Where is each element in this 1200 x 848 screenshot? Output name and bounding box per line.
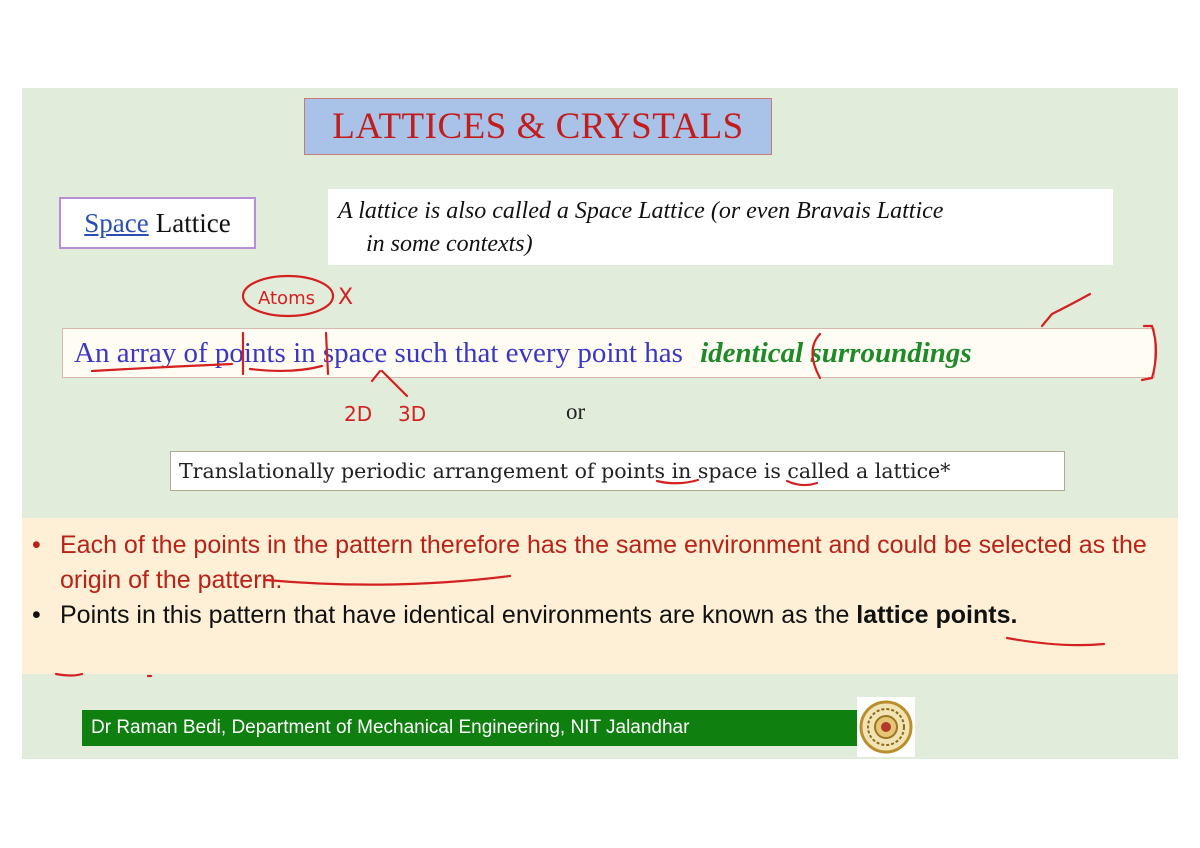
- dim-2d-annotation: 2D: [344, 402, 373, 426]
- space-link[interactable]: Space: [84, 207, 149, 238]
- emphasis-bracket-icon: [813, 326, 1157, 380]
- checkmark-icon: [1042, 294, 1090, 326]
- bullet-dot: •: [32, 531, 41, 559]
- atoms-annotation: Atoms: [258, 288, 315, 309]
- slide: [22, 88, 1178, 759]
- page-title: LATTICES & CRYSTALS: [332, 106, 744, 147]
- array-emphasis: identical surroundings: [700, 336, 972, 369]
- bullet-text: Each of the points in the pattern therefore has the same environment and could be selected as the origin of the pattern.: [60, 531, 1147, 594]
- definition-line-2: in some contexts): [366, 231, 533, 257]
- array-underline-icon: [92, 364, 232, 371]
- points-underline-icon: [250, 366, 322, 371]
- footer-text: Dr Raman Bedi, Department of Mechanical Engineering, NIT Jalandhar: [91, 717, 690, 738]
- points-underline-3-icon: [56, 674, 151, 676]
- space-underline-icon: [787, 481, 817, 485]
- points-underline-2-icon: [657, 480, 698, 483]
- cross-annotation: X: [338, 285, 354, 310]
- array-middle: in space such that every point has: [285, 336, 691, 369]
- dim-3d-annotation: 3D: [398, 402, 427, 426]
- lattice-underline-icon: [1007, 638, 1104, 645]
- dimension-branch-icon: [372, 371, 407, 396]
- definition-line-1: A lattice is also called a Space Lattice (or even Bravais Lattice: [338, 198, 944, 224]
- array-points: points: [214, 336, 286, 369]
- or-label: or: [566, 399, 586, 424]
- bullet-text-bold: lattice points.: [856, 601, 1018, 629]
- bullet-text-before: Points in this pattern that have identical environments are known as the: [60, 601, 857, 629]
- array-prefix: An array of: [74, 336, 215, 369]
- translational-definition: Translationally periodic arrangement of points in space is called a lattice*: [179, 459, 951, 483]
- lattice-label: Lattice: [155, 207, 231, 238]
- bullet-dot: •: [32, 601, 41, 629]
- handwritten-annotations: [22, 88, 1178, 759]
- origin-underline-icon: [266, 576, 510, 585]
